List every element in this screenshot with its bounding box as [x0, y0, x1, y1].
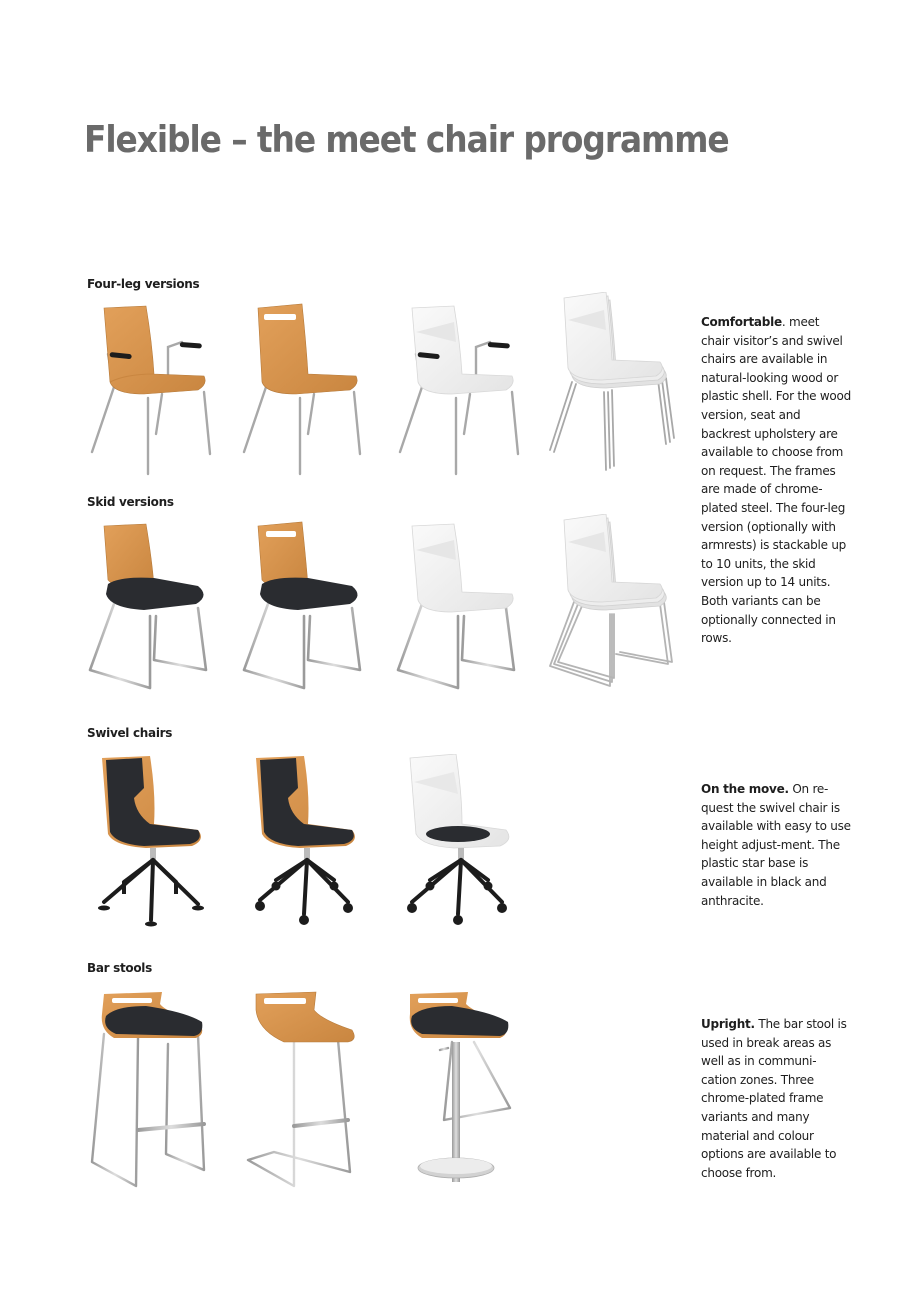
- product-image-bar-stool-pedestal: [404, 990, 524, 1190]
- section-label-four-leg: Four-leg versions: [87, 277, 200, 291]
- product-image-bar-stool-skid: [86, 990, 216, 1190]
- description-lead: On the move.: [701, 782, 789, 796]
- description-body: meet chair visitor’s and swivel chairs are available in natural-looking wood or plastic shell. For the wood version, seat and backrest upholstery are available to choose from on request. The frames are made of chrome-plated steel. The four-leg version (optionally with armrests) is stackable up to 10 units, the skid version up to 14 units. Both variants can be optionally connected in rows.: [701, 315, 851, 646]
- product-image-swivel-upholstered-glides: [94, 754, 214, 929]
- product-image-skid-white: [394, 520, 524, 700]
- section-label-swivel: Swivel chairs: [87, 726, 173, 740]
- product-image-skid-wood-handle-upholstered: [240, 520, 370, 700]
- description-body: On re-quest the swivel chair is available with easy to use height adjust-ment. The plastic star base is available in black and anthracite.: [701, 782, 851, 908]
- section-label-bar-stools: Bar stools: [87, 961, 152, 975]
- description-lead: Upright.: [701, 1017, 755, 1031]
- product-image-four-leg-wood: [240, 302, 370, 482]
- product-image-skid-wood-upholstered: [86, 520, 216, 700]
- description-body: The bar stool is used in break areas as well as in communi-cation zones. Three chrome-plated frame variants and many material and colour options are available to choose from.: [701, 1017, 847, 1180]
- description-comfortable: Comfortable. meet chair visitor’s and swivel chairs are available in natural-looking wood or plastic shell. For the wood version, seat and backrest upholstery are available to choose from on request. The frames are made of chrome-plated steel. The four-leg version (optionally with armrests) is stackable up to 10 units, the skid version up to 14 units. Both variants can be optionally connected in rows.: [701, 315, 851, 646]
- description-upright: [701, 1015, 851, 1182]
- page-title: Flexible – the meet chair programme: [84, 118, 729, 161]
- product-image-four-leg-white-stacked: [546, 292, 686, 482]
- product-image-four-leg-white-armrests: [394, 302, 524, 482]
- description-lead: Comfortable: [701, 315, 782, 329]
- section-label-skid: Skid versions: [87, 495, 174, 509]
- product-image-skid-white-stacked: [546, 514, 686, 700]
- product-image-swivel-upholstered-castors: [248, 754, 368, 929]
- product-image-four-leg-wood-armrests: [86, 302, 216, 482]
- description-on-the-move: [701, 780, 851, 910]
- product-image-bar-stool-cantilever: [244, 990, 374, 1190]
- product-image-swivel-white-seat-pad: [402, 754, 522, 929]
